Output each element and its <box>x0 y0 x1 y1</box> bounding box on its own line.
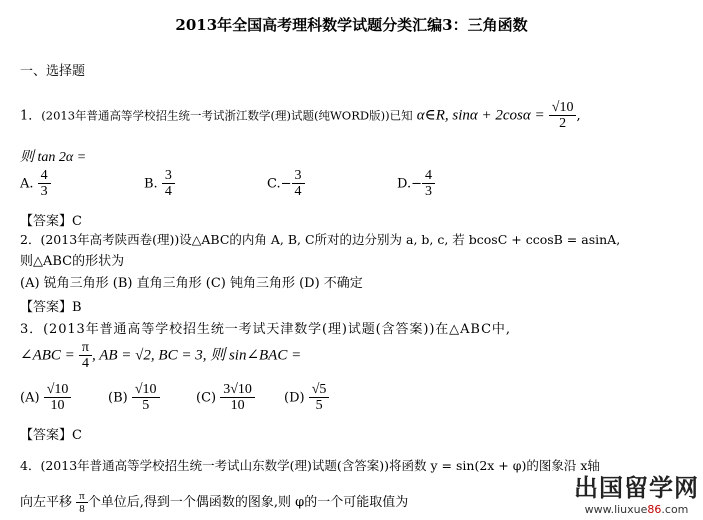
fraction-numerator: 3 <box>162 168 175 184</box>
option-label: B. <box>144 176 158 192</box>
fraction-numerator: √10 <box>549 100 577 116</box>
question-4-fraction <box>76 490 88 515</box>
question-3-line-2 <box>20 340 301 372</box>
question-3-option-a <box>20 382 71 414</box>
option-sign: − <box>280 176 292 192</box>
option-fraction <box>422 168 435 200</box>
option-label: A. <box>20 176 34 192</box>
question-1-tail: , <box>576 108 581 124</box>
option-label: D. <box>397 176 412 192</box>
option-label: (C) <box>196 390 217 406</box>
question-2-answer: 【答案】B <box>20 300 82 315</box>
watermark-title: 出国留学网 <box>574 474 699 502</box>
option-label: (B) <box>108 390 128 406</box>
fraction-numerator: π <box>76 490 88 503</box>
question-4-text-post: 个单位后,得到一个偶函数的图象,则 φ的一个可能取值为 <box>87 495 409 511</box>
question-3-fraction <box>79 340 92 372</box>
question-4-text-pre: 向左平移 <box>20 495 73 511</box>
section-heading: 一、选择题 <box>20 64 86 79</box>
question-1-answer: 【答案】C <box>20 214 82 229</box>
watermark-url-suffix: .com <box>661 503 689 516</box>
watermark-url <box>574 503 699 516</box>
option-fraction <box>162 168 175 200</box>
question-1-option-b <box>144 168 175 200</box>
question-3-option-c <box>196 382 255 414</box>
watermark-url-number: 86 <box>647 503 662 516</box>
fraction-numerator: √5 <box>309 382 330 398</box>
fraction-numerator: 3√10 <box>220 382 255 398</box>
fraction-denominator: 5 <box>315 398 323 414</box>
watermark-url-prefix: www.liuxue <box>584 503 648 516</box>
question-4-line-2 <box>20 490 408 515</box>
question-3-option-d <box>284 382 329 414</box>
option-sign: − <box>411 176 422 192</box>
question-1-line-1 <box>20 100 581 132</box>
question-3-angle: ∠ABC = <box>20 347 75 364</box>
question-1-option-c <box>267 168 305 200</box>
fraction-denominator: 4 <box>164 184 172 200</box>
question-1-option-d <box>397 168 435 200</box>
question-4-line-1: 4．(2013年普通高等学校招生统一考试山东数学(理)试题(含答案))将函数 y = sin(2x + φ)的图象沿 x轴 <box>20 458 600 473</box>
fraction-numerator: √10 <box>44 382 72 398</box>
fraction-denominator: 4 <box>294 184 302 200</box>
option-label: (A) <box>20 390 40 406</box>
fraction-denominator: 8 <box>79 503 85 516</box>
fraction-denominator: 10 <box>50 398 65 414</box>
question-1-fraction <box>549 100 577 132</box>
fraction-denominator: 3 <box>425 184 432 200</box>
question-1-source: (2013年普通高等学校招生统一考试浙江数学(理)试题(纯WORD版))已知 <box>41 108 413 123</box>
fraction-numerator: π <box>79 340 92 356</box>
fraction-denominator: 3 <box>40 184 48 200</box>
question-2-options: (A) 锐角三角形 (B) 直角三角形 (C) 钝角三角形 (D) 不确定 <box>20 276 363 291</box>
question-1-option-a <box>20 168 51 200</box>
option-fraction <box>220 382 255 414</box>
fraction-denominator: 10 <box>230 398 245 414</box>
question-1-line-2: 则 tan 2α = <box>20 150 87 165</box>
question-1-number: 1． <box>20 108 42 124</box>
question-2-line-1: 2．(2013年高考陕西卷(理))设△ABC的内角 A, B, C所对的边分别为 a, b, c, 若 bcosC + ccosB = asinA, <box>20 232 621 247</box>
fraction-denominator: 4 <box>81 356 89 372</box>
fraction-denominator: 5 <box>142 398 150 414</box>
option-fraction <box>44 382 72 414</box>
question-3-condition: , AB = √2, BC = 3, 则 sin∠BAC = <box>92 347 302 364</box>
option-label: C. <box>267 176 281 192</box>
question-3-answer: 【答案】C <box>20 428 82 443</box>
question-2-line-2: 则△ABC的形状为 <box>20 254 125 269</box>
question-3-option-b <box>108 382 160 414</box>
question-3-line-1: 3．(2013年普通高等学校招生统一考试天津数学(理)试题(含答案))在△ABC中, <box>20 322 511 337</box>
option-fraction <box>309 382 330 414</box>
option-fraction <box>292 168 305 200</box>
fraction-numerator: 4 <box>422 168 435 184</box>
fraction-numerator: 3 <box>292 168 305 184</box>
option-fraction <box>38 168 51 200</box>
page-title: 2013年全国高考理科数学试题分类汇编3：三角函数 <box>175 16 528 34</box>
option-label: (D) <box>284 390 305 406</box>
question-1-condition: α∈R, sinα + 2cosα = <box>416 107 545 124</box>
fraction-denominator: 2 <box>559 116 567 132</box>
fraction-numerator: √10 <box>132 382 160 398</box>
option-fraction <box>132 382 160 414</box>
fraction-numerator: 4 <box>38 168 51 184</box>
site-watermark-logo <box>574 468 699 516</box>
